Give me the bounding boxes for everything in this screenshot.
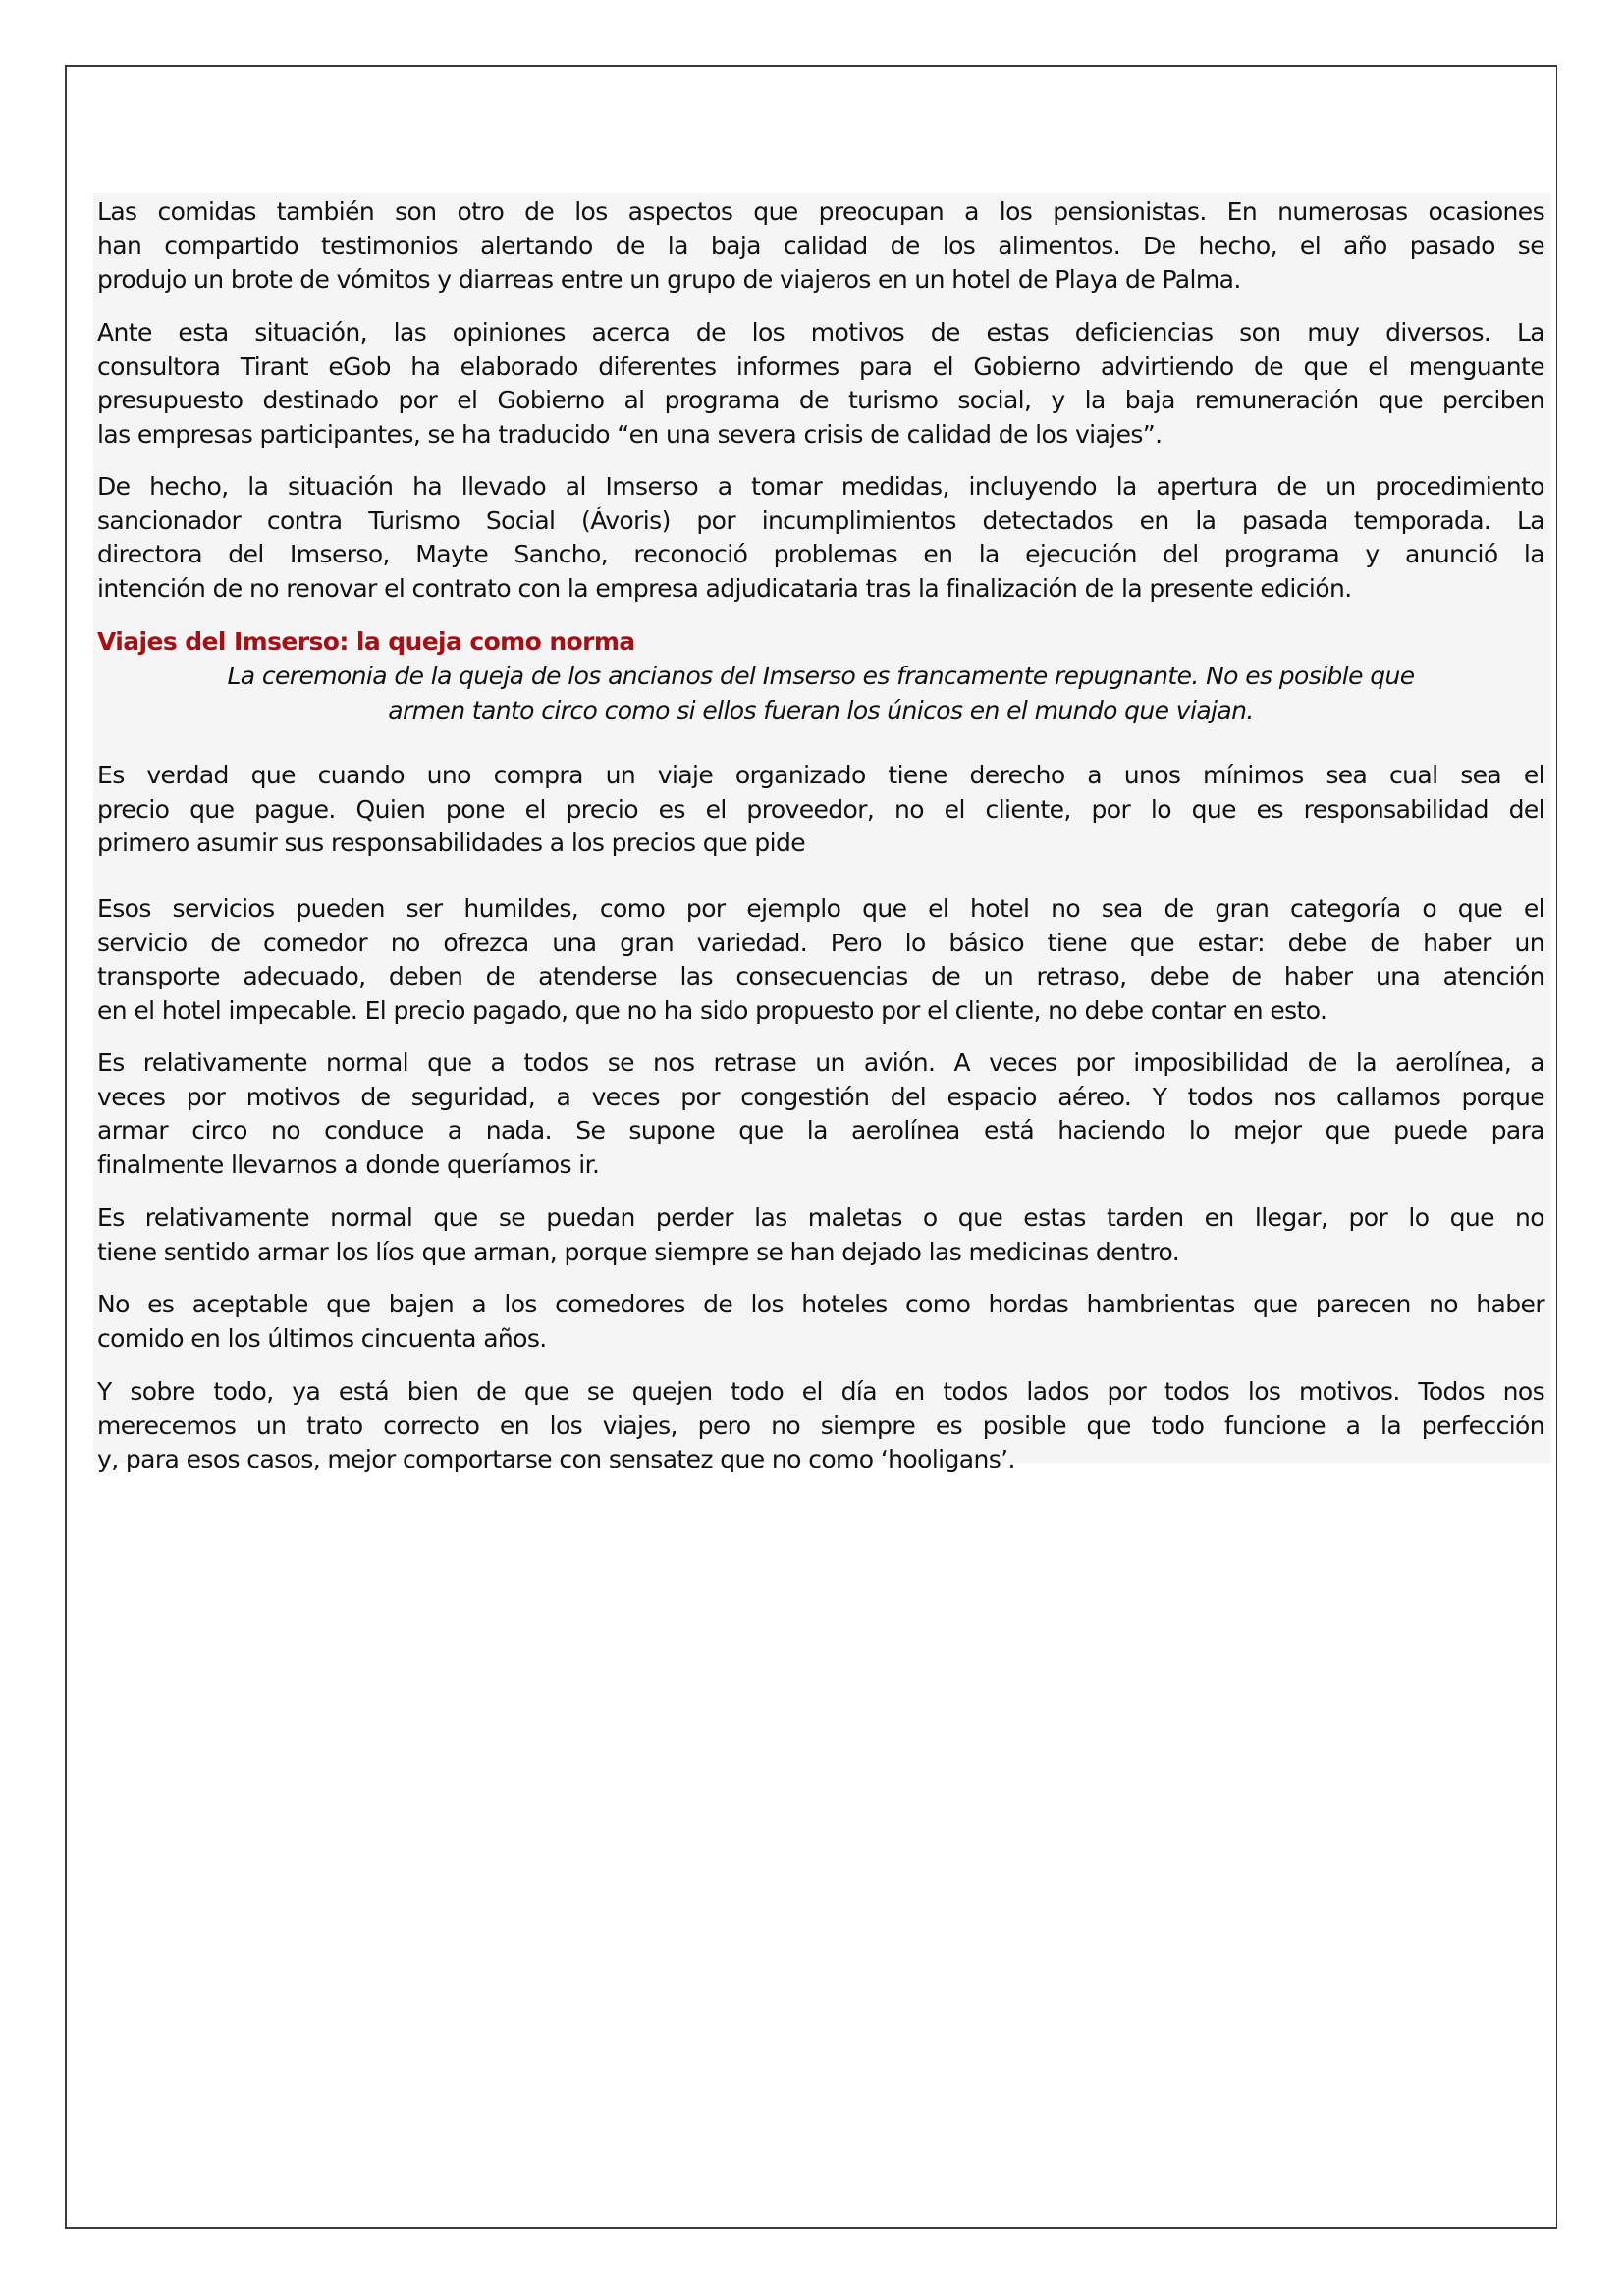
- text-line: primero asumir sus responsabilidades a los precios que pide: [97, 828, 806, 858]
- text-line: en el hotel impecable. El precio pagado, que no ha sido propuesto por el cliente, no debe contar en esto.: [97, 995, 1327, 1025]
- text-line: produjo un brote de vómitos y diarreas entre un grupo de viajeros en un hotel de Playa de Palma.: [97, 265, 1241, 294]
- section-heading: Viajes del Imserso: la queja como norma: [97, 627, 635, 656]
- paragraph: [97, 195, 1544, 297]
- text-line: Es verdad que cuando uno compra un viaje organizado tiene derecho a unos mínimos sea cual sea el: [97, 761, 1544, 789]
- paragraph: [97, 316, 1544, 452]
- pull-quote: [97, 660, 1544, 727]
- text-line: armar circo no conduce a nada. Se supone que la aerolínea está haciendo lo mejor que puede para: [97, 1116, 1544, 1146]
- text-line: intención de no renovar el contrato con la empresa adjudicataria tras la finalización de la presente edición.: [97, 573, 1352, 603]
- quote-line: armen tanto circo como si ellos fueran los únicos en el mundo que viajan.: [388, 695, 1254, 724]
- text-line: precio que pague. Quien pone el precio es el proveedor, no el cliente, por lo que es responsabilidad del: [97, 794, 1544, 824]
- paragraph: [97, 1288, 1544, 1356]
- text-line: Esos servicios pueden ser humildes, como por ejemplo que el hotel no sea de gran categoría o que el: [97, 894, 1544, 923]
- quote-line: La ceremonia de la queja de los ancianos del Imserso es francamente repugnante. No es posible que: [227, 662, 1415, 690]
- text-line: sancionador contra Turismo Social (Ávoris) por incumplimientos detectados en la pasada temporada. La: [97, 506, 1544, 535]
- text-line: presupuesto destinado por el Gobierno al programa de turismo social, y la baja remuneración que perciben: [97, 386, 1544, 415]
- text-line: transporte adecuado, deben de atenderse las consecuencias de un retraso, debe de haber una atención: [97, 962, 1544, 991]
- text-line: No es aceptable que bajen a los comedores de los hoteles como hordas hambrientas que parecen no haber: [97, 1290, 1544, 1318]
- text-line: veces por motivos de seguridad, a veces por congestión del espacio aéreo. Y todos nos callamos porque: [97, 1082, 1544, 1111]
- text-line: y, para esos casos, mejor comportarse con sensatez que no como ‘hooligans’.: [97, 1445, 1015, 1474]
- text-line: consultora Tirant eGob ha elaborado diferentes informes para el Gobierno advirtiendo de que el menguante: [97, 351, 1544, 381]
- text-line: De hecho, la situación ha llevado al Imserso a tomar medidas, incluyendo la apertura de un procedimiento: [97, 472, 1544, 501]
- text-line: servicio de comedor no ofrezca una gran variedad. Pero lo básico tiene que estar: debe de haber un: [97, 928, 1544, 957]
- text-line: han compartido testimonios alertando de la baja calidad de los alimentos. De hecho, el año pasado se: [97, 231, 1544, 260]
- paragraph: [97, 470, 1544, 606]
- text-line: directora del Imserso, Mayte Sancho, reconoció problemas en la ejecución del programa y anunció la: [97, 540, 1544, 569]
- text-line: Ante esta situación, las opiniones acerca de los motivos de estas deficiencias son muy diversos. La: [97, 318, 1544, 347]
- text-line: tiene sentido armar los líos que arman, porque siempre se han dejado las medicinas dentro.: [97, 1237, 1180, 1266]
- text-line: finalmente llevarnos a donde queríamos ir.: [97, 1149, 600, 1179]
- paragraph: [97, 1046, 1544, 1182]
- paragraph: [97, 892, 1544, 1028]
- text-line: Es relativamente normal que se puedan perder las maletas o que estas tarden en llegar, por lo que no: [97, 1203, 1544, 1232]
- text-line: Las comidas también son otro de los aspectos que preocupan a los pensionistas. En numerosas ocasiones: [97, 197, 1544, 226]
- text-line: Es relativamente normal que a todos se nos retrase un avión. A veces por imposibilidad de la aerolínea, a: [97, 1048, 1544, 1077]
- text-line: comido en los últimos cincuenta años.: [97, 1323, 547, 1353]
- paragraph: [97, 1201, 1544, 1269]
- text-line: Y sobre todo, ya está bien de que se quejen todo el día en todos lados por todos los motivos. Todos nos: [97, 1377, 1544, 1406]
- text-line: merecemos un trato correcto en los viajes, pero no siempre es posible que todo funcione a la perfección: [97, 1411, 1544, 1440]
- paragraph: [97, 759, 1544, 861]
- paragraph: [97, 1375, 1544, 1477]
- text-line: las empresas participantes, se ha traducido “en una severa crisis de calidad de los viajes”.: [97, 419, 1163, 449]
